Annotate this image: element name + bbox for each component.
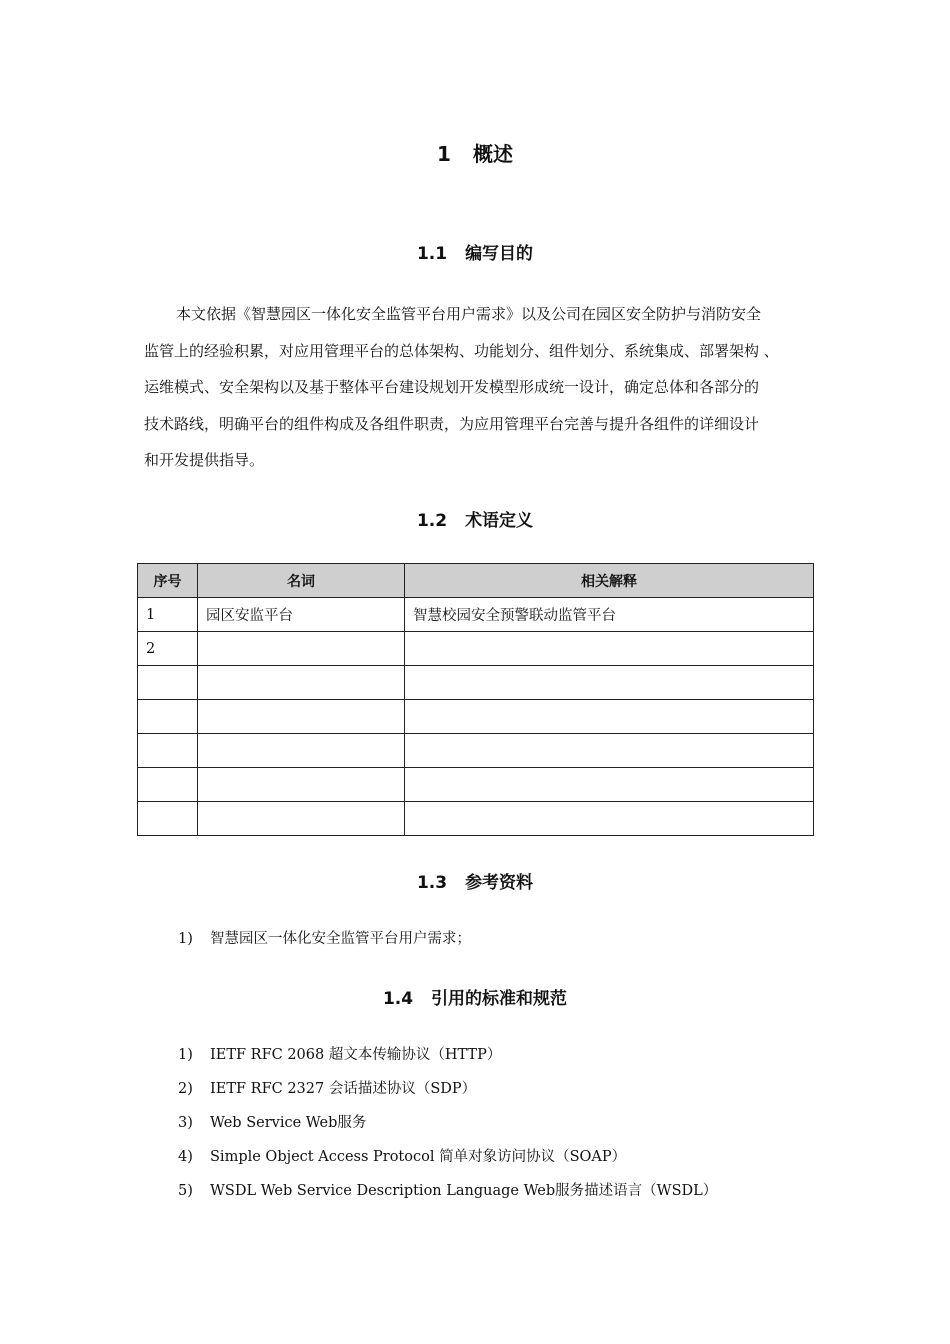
list-item — [178, 1140, 717, 1174]
cell-index — [138, 700, 198, 734]
list-item-index: 1) — [178, 931, 193, 947]
list-item — [178, 1072, 717, 1106]
list-item-text: IETF RFC 2327 会话描述协议（SDP） — [210, 1081, 477, 1097]
cell-term — [198, 734, 405, 768]
cell-term — [198, 700, 405, 734]
paragraph-line: 运维模式、安全架构以及基于整体平台建设规划开发模型形成统一设计，确定总体和各部分的 — [144, 378, 760, 397]
cell-index: 1 — [138, 598, 198, 632]
table-row — [138, 768, 814, 802]
section-number: 1.3 — [416, 873, 448, 893]
paragraph-line: 技术路线，明确平台的组件构成及各组件职责，为应用管理平台完善与提升各组件的详细设计 — [144, 414, 760, 433]
section-number: 1 — [437, 142, 451, 166]
cell-term: 园区安监平台 — [198, 598, 405, 632]
header-explanation: 相关解释 — [405, 564, 814, 598]
section-title: 术语定义 — [465, 511, 534, 531]
list-item-text: Simple Object Access Protocol 简单对象访问协议（SOAP） — [210, 1149, 627, 1165]
cell-explanation — [405, 802, 814, 836]
list-item-index: 1) — [178, 1047, 193, 1063]
section-number: 1.2 — [416, 511, 448, 531]
section-number: 1.4 — [382, 989, 414, 1009]
list-item-index: 4) — [178, 1149, 193, 1165]
cell-term — [198, 802, 405, 836]
list-item-index: 5) — [178, 1183, 193, 1199]
section-title: 编写目的 — [465, 244, 534, 264]
table-row — [138, 666, 814, 700]
cell-term — [198, 768, 405, 802]
list-item-text: Web Service Web服务 — [210, 1115, 367, 1131]
section-heading-references — [0, 868, 950, 893]
references-list — [178, 922, 471, 956]
cell-index — [138, 666, 198, 700]
list-item — [178, 1038, 717, 1072]
list-item — [178, 1174, 717, 1208]
cell-explanation: 智慧校园安全预警联动监管平台 — [405, 598, 814, 632]
section-heading-standards — [0, 984, 950, 1009]
list-item-index: 3) — [178, 1115, 193, 1131]
table-header-row — [138, 564, 814, 598]
table-row — [138, 598, 814, 632]
table-row — [138, 734, 814, 768]
cell-term — [198, 666, 405, 700]
paragraph-line: 和开发提供指导。 — [144, 451, 265, 470]
cell-explanation — [405, 666, 814, 700]
purpose-paragraph — [144, 296, 812, 479]
header-term: 名词 — [198, 564, 405, 598]
cell-term — [198, 632, 405, 666]
list-item — [178, 1106, 717, 1140]
terms-table — [137, 563, 814, 836]
cell-index: 2 — [138, 632, 198, 666]
table-row — [138, 802, 814, 836]
table-row — [138, 632, 814, 666]
section-heading-terms — [0, 506, 950, 531]
section-heading-overview — [0, 138, 950, 167]
list-item-text: 智慧园区一体化安全监管平台用户需求； — [210, 931, 471, 947]
cell-explanation — [405, 734, 814, 768]
list-item-text: WSDL Web Service Description Language Web服务描述语言（WSDL） — [210, 1183, 718, 1199]
cell-explanation — [405, 768, 814, 802]
section-title: 引用的标准和规范 — [431, 989, 568, 1009]
section-title: 参考资料 — [465, 873, 534, 893]
section-number: 1.1 — [416, 244, 448, 264]
list-item-text: IETF RFC 2068 超文本传输协议（HTTP） — [210, 1047, 502, 1063]
cell-index — [138, 734, 198, 768]
list-item-index: 2) — [178, 1081, 193, 1097]
list-item — [178, 922, 471, 956]
cell-index — [138, 768, 198, 802]
paragraph-line: 本文依据《智慧园区一体化安全监管平台用户需求》以及公司在园区安全防护与消防安全 — [176, 305, 762, 323]
cell-index — [138, 802, 198, 836]
section-heading-purpose — [0, 239, 950, 264]
cell-explanation — [405, 700, 814, 734]
section-title: 概述 — [472, 142, 513, 166]
cell-explanation — [405, 632, 814, 666]
table-row — [138, 700, 814, 734]
header-index: 序号 — [138, 564, 198, 598]
paragraph-line: 监管上的经验积累，对应用管理平台的总体架构、功能划分、组件划分、系统集成、部署架构 、 — [144, 341, 779, 360]
standards-list — [178, 1038, 717, 1208]
